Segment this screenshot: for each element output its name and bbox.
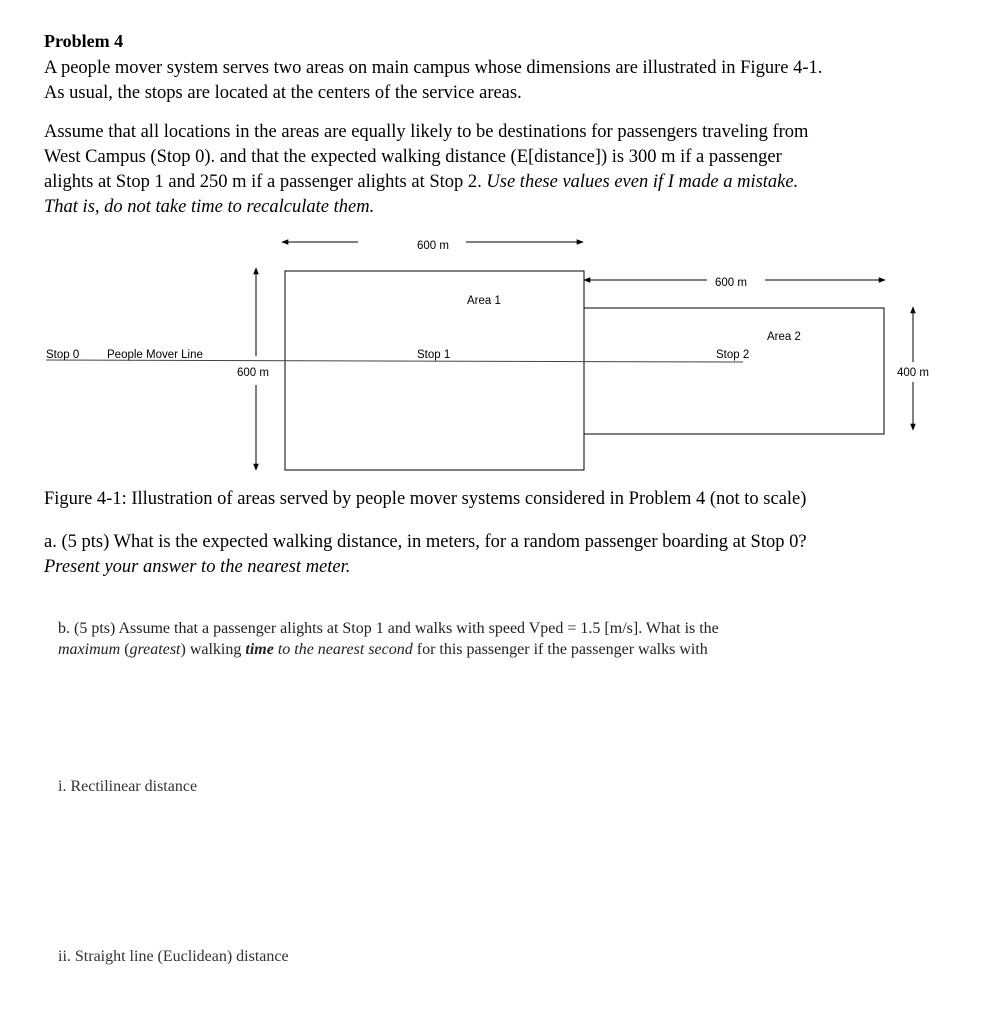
assume-line-3-plain: alights at Stop 1 and 250 m if a passenger alights at Stop 2. [44, 172, 487, 192]
emphasis-nearest-second: to the nearest second [273, 641, 413, 658]
stop2-label: Stop 2 [716, 349, 750, 361]
assume-line-2: West Campus (Stop 0). and that the expected walking distance (E[distance]) is 300 m if a passenger [44, 147, 782, 167]
emphasis-maximum: maximum [58, 641, 121, 658]
area2-width-label: 600 m [715, 277, 747, 289]
question-b-i: i. Rectilinear distance [58, 778, 198, 795]
area2-label: Area 2 [767, 331, 801, 343]
area1-label: Area 1 [467, 295, 501, 307]
question-a [44, 530, 807, 580]
assume-line-3-italic: Use these values even if I made a mistake. [486, 172, 799, 192]
area1-rect [285, 271, 584, 470]
question-b-ii: ii. Straight line (Euclidean) distance [58, 948, 289, 965]
area2-width-dimension [584, 277, 885, 289]
question-a-line-2: Present your answer to the nearest meter. [44, 557, 351, 577]
question-b-line-2 [58, 639, 719, 660]
question-b-line-1: b. (5 pts) Assume that a passenger alights at Stop 1 and walks with speed Vped = 1.5 [m/s]. What is the [58, 620, 719, 637]
emphasis-greatest: greatest [129, 641, 181, 658]
emphasis-time: time [245, 641, 274, 658]
text-fragment: for this passenger if the passenger walks with [412, 641, 708, 658]
area1-height-dimension [237, 268, 269, 470]
area2-height-label: 400 m [897, 367, 929, 379]
question-a-line-1: a. (5 pts) What is the expected walking distance, in meters, for a random passenger boarding at Stop 0? [44, 532, 807, 552]
figure-4-1-diagram [0, 0, 1003, 480]
question-b [58, 618, 719, 660]
figure-caption: Figure 4-1: Illustration of areas served by people mover systems considered in Problem 4 (not to scale) [44, 489, 807, 509]
area2-height-dimension [897, 307, 929, 430]
area1-width-label: 600 m [417, 240, 449, 252]
stop0-label: Stop 0 [46, 349, 80, 361]
problem-title: Problem 4 [44, 31, 124, 51]
area2-rect [584, 308, 884, 434]
text-fragment: ) walking [180, 641, 246, 658]
area1-width-dimension [282, 240, 583, 252]
area1-height-label: 600 m [237, 367, 269, 379]
stop1-label: Stop 1 [417, 349, 451, 361]
assume-line-4: That is, do not take time to recalculate them. [44, 197, 375, 217]
intro-line-1: A people mover system serves two areas on main campus whose dimensions are illustrated in Figure 4-1. [44, 58, 823, 78]
intro-line-2: As usual, the stops are located at the centers of the service areas. [44, 83, 522, 103]
line-label: People Mover Line [107, 349, 203, 361]
assume-line-1: Assume that all locations in the areas are equally likely to be destinations for passengers traveling from [44, 122, 809, 142]
text-fragment: ( [120, 641, 130, 658]
